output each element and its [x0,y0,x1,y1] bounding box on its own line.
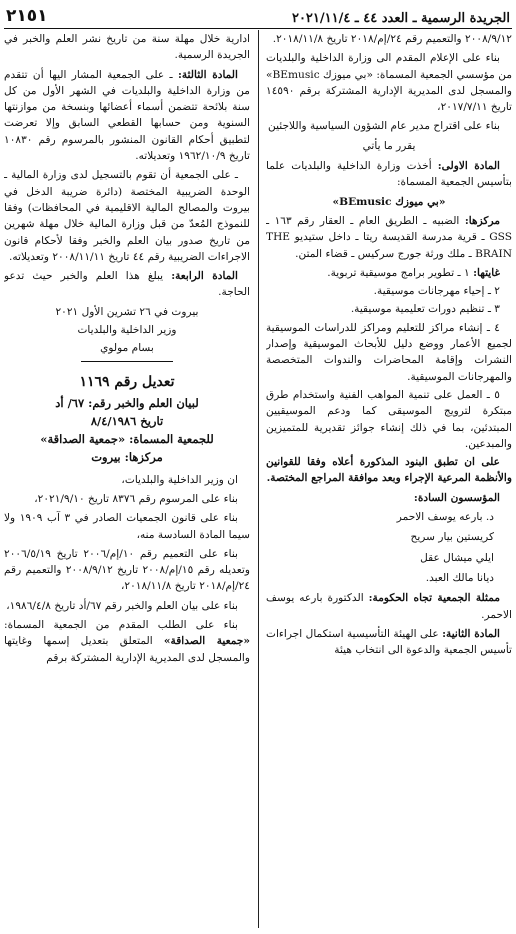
paragraph: بناء على الإعلام المقدم الى وزارة الداخلية والبلديات من مؤسسي الجمعية المسماة: «بي ميوزك BEmusic» والمسجل لدى المديرية الإدارية المشتركة برقم ١٤٥٩٠ تاريخ ٢٠١٧/٧/١١، [266,52,512,114]
right-column [266,31,512,927]
amendment-title: تعديل رقم ١١٦٩ [79,373,175,390]
representative-name: الدكتورة بارعه يوسف الاحمر. [266,592,512,621]
founders-title: المؤسسون السادة: [413,491,500,504]
recital [4,617,250,666]
place-date: بيروت في ٢٦ تشرين الأول ٢٠٢١ [55,305,199,318]
recital-text: المتعلق بتعديل إسمها وغايتها والمسجل لدى المديرية الإدارية المشتركة برقم [4,635,250,664]
headquarters-text: الضبيه ـ الطريق العام ـ العقار رقم ١٦٣ ـ GSS ـ قرية مدرسة القديسة ريتا ـ داخل ستيديو THE BRAIN ـ ملك ورثة جورج سركيس ـ قضاء المتن. [266,214,512,260]
recital: بناء على قانون الجمعيات الصادر في ٣ آب ١٩٠٩ ولا سيما المادة السادسة منه، [4,512,250,541]
goal-item: ٢ ـ إحياء مهرجانات موسيقية. [373,285,500,298]
paragraph: ٢٠٠٨/٩/١٢ والتعميم رقم ٢٤/إم/٢٠١٨ تاريخ ٢٠١٨/١١/٨. [272,33,512,45]
goal-item [266,265,512,281]
running-header [6,4,510,26]
representative-label: ممثلة الجمعية تجاه الحكومة: [368,592,500,605]
recital-text: بناء على الطلب المقدم من الجمعية المسماة: [4,619,238,632]
tax-registration-paragraph: ـ على الجمعية أن تقوم بالتسجيل لدى وزارة المالية ـ الوحدة الضريبية المختصة (دائرة ضريبة الدخل في بيروت والمصالح المالية الاقليمية في المحافظات) وفقا للنموذج المُعدّ من قبل وزارة المالية خلال مهلة شهرين من تاريخ صدور بيان العلم والخبر وفقا لأحكام قانون الاجراءات الضريبية رقم ٤٤ تاريخ ٢٠٠٨/١١/١١ وتعديلاته. [4,169,250,263]
recital: بناء على بيان العلم والخبر رقم ٦٧/أد تاريخ ١٩٨٦/٤/٨، [6,599,238,612]
article-4 [4,268,250,301]
article-label: المادة الاولى: [437,160,500,173]
article-1 [266,158,512,191]
paragraph: بناء على اقتراح مدير عام الشؤون السياسية واللاجئين [268,120,500,133]
founder-name: د. بارعه يوسف الاحمر [396,511,494,524]
goal-text: ١ ـ تطوير برامج موسيقية تربوية. [327,266,470,279]
paragraph: ادارية خلال مهلة سنة من تاريخ نشر العلم والخبر في الجريدة الرسمية. [4,33,250,62]
conditions-paragraph: على ان تطبق البنود المذكورة أعلاه وفقا للقوانين والأنظمة المرعية الإجراء وبعد موافقة المراجع المختصة. [266,456,512,485]
goal-item: ٣ ـ تنظيم دورات تعليمية موسيقية. [350,303,500,316]
header-rule [4,28,512,29]
amendment-subtitle: لبيان العلم والخبر رقم: ٦٧/ أد [55,395,199,410]
government-representative [266,590,512,623]
page-number: ٢١٥١ [6,6,48,26]
minister-title: وزير الداخلية والبلديات [77,324,177,337]
founder-name: ديانا مالك العبد. [425,571,494,584]
recital: بناء على المرسوم رقم ٨٣٧٦ تاريخ ٢٠٢١/٩/١٠، [34,492,238,505]
minister-line: ان وزير الداخلية والبلديات، [121,473,238,486]
association-name: «جمعية الصداقة» [163,635,250,648]
headquarters [266,213,512,262]
article-text: يبلغ هذا العلم والخبر حيث تدعو الحاجة. [4,270,250,299]
article-text: أخذت وزارة الداخلية والبلديات علما بتأسيس الجمعية المسماة: [266,160,512,189]
article-text: على الهيئة التأسيسية استكمال اجراءات تأسيس الجمعية والدعوة الى انتخاب هيئة [266,627,512,657]
headquarters-label: مركزها: [464,214,500,227]
founder-name: كريستين بيار سريح [410,531,494,544]
goals-label: غايتها: [473,266,500,279]
founder-name: ايلي ميشال عقل [420,551,494,564]
amendment-subtitle: للجمعية المسماة: «جمعية الصداقة» [40,431,214,446]
article-2 [266,626,512,659]
article-text: ـ على الجمعية المشار اليها أن تتقدم من وزارة الداخلية والبلديات في الشهر الأول من كل سنة بلائحة تتضمن أسماء أعضائها وبنسخة من موازنتها السنوية ومن حسابها القطعي السابق وإلا تعرضت لتطبيق أحكام القانون المنشور بالمرسوم رقم ١٠٨٣٠ تاريخ ١٩٦٢/١٠/٩ وتعديلاته. [4,68,250,163]
amendment-subtitle: مركزها: بيروت [91,449,163,464]
association-name: «بي ميوزك BEmusic» [332,195,446,208]
left-column [4,31,250,927]
article-label: المادة الرابعة: [171,270,238,283]
amendment-subtitle: تاريخ ٨/٤/١٩٨٦ [90,413,164,428]
gazette-title: الجريدة الرسمية ـ العدد ٤٤ ـ ٢٠٢١/١١/٤ [291,11,510,26]
decision-heading: يقرر ما يأتي [362,139,416,152]
goals-list [266,265,512,452]
article-label: المادة الثانية: [442,627,500,640]
goal-item: ٥ ـ العمل على تنمية المواهب الفنية واستخدام طرق مبتكرة لترويج الموسيقى كما ودعم الموسيقيين المبتدئين، بما في ذلك إنشاء جوائز تقديرية للمتميزين والمبدعين. [266,388,512,450]
article-3 [4,67,250,165]
article-label: المادة الثالثة: [177,68,238,81]
column-divider [258,30,259,928]
recital: بناء على التعميم رقم ١٠/إم/٢٠٠٦ تاريخ ٢٠٠٦/٥/١٩ وتعديله رقم ١٥/إم/٢٠٠٨ تاريخ ٢٠٠٨/٩/١٢ والتعميم رقم ٢٤/إم/٢٠١٨ تاريخ ٢٠١٨/١١/٨، [4,547,250,593]
goal-item: ٤ ـ إنشاء مراكز للتعليم ومراكز للدراسات الموسيقية لجميع الأعمار ووضع دليل للأبحاث الموسيقية وإصدار النشرات وإقامة المحاضرات والندوات المتخصصة والمهرجانات الموسيقية. [266,321,512,383]
minister-name: بسام مولوي [100,342,154,355]
signature-rule [81,361,173,362]
